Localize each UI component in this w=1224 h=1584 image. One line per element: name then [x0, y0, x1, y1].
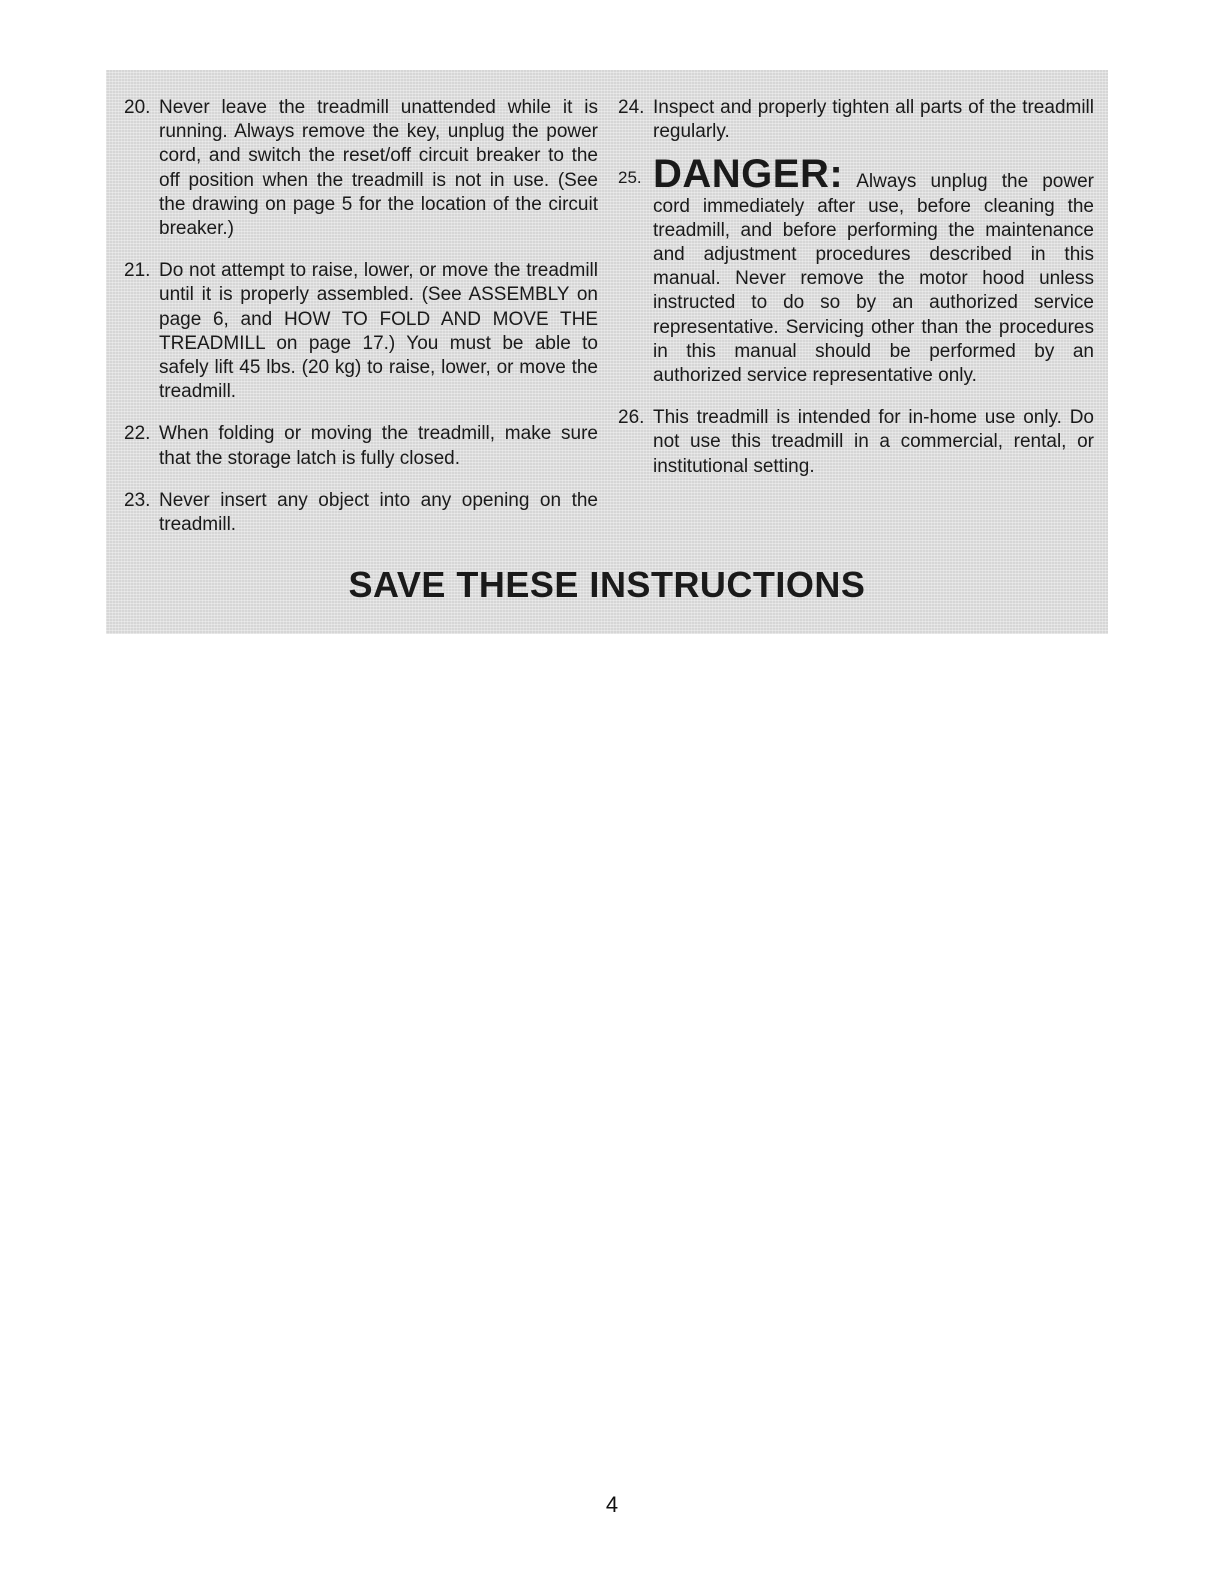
item-number: 22.	[124, 423, 151, 445]
item-text	[653, 152, 1094, 388]
instruction-item-25-danger	[618, 152, 1094, 388]
danger-text: Always unplug the power cord immediately after use, before cleaning the treadmill, and before performing the maintenance and adjustment procedures described in this manual. Never remove the motor hood unless instructed to do so by an authorized service representative. Servicing other than the procedures in this manual should be performed by an authorized service representative only.	[653, 171, 1094, 387]
left-column	[124, 96, 598, 555]
item-text: Inspect and properly tighten all parts of the treadmill regularly.	[653, 97, 1094, 143]
right-column	[618, 96, 1094, 497]
instruction-item-24	[618, 96, 1094, 144]
safety-instructions-panel	[106, 70, 1108, 634]
save-instructions-banner: SAVE THESE INSTRUCTIONS	[348, 564, 866, 605]
page-number: 4	[605, 1492, 619, 1517]
instruction-item-22	[124, 422, 598, 470]
item-text: Never insert any object into any opening on the treadmill.	[159, 489, 598, 536]
instruction-item-20	[124, 96, 598, 241]
item-number: 21.	[124, 260, 151, 282]
instruction-item-26	[618, 406, 1094, 479]
item-text: This treadmill is intended for in-home use only. Do not use this treadmill in a commercial, rental, or institutional setting.	[653, 407, 1094, 477]
item-number: 25.	[618, 168, 642, 188]
item-number: 20.	[124, 97, 151, 118]
danger-heading: DANGER:	[653, 152, 844, 197]
instruction-item-23	[124, 489, 598, 537]
item-number: 24.	[618, 97, 645, 118]
item-text: Never leave the treadmill unattended while it is running. Always remove the key, unplug the power cord, and switch the reset/off circuit breaker to the off position when the treadmill is not in use. (See the drawing on page 5 for the location of the circuit breaker.)	[159, 97, 598, 240]
item-text: When folding or moving the treadmill, make sure that the storage latch is fully closed.	[159, 423, 598, 469]
item-number: 23.	[124, 489, 151, 511]
instruction-item-21	[124, 259, 598, 404]
item-text: Do not attempt to raise, lower, or move the treadmill until it is properly assembled. (See ASSEMBLY on page 6, and HOW TO FOLD AND MOVE THE TREADMILL on page 17.) You must be able to safely lift 45 lbs. (20 kg) to raise, lower, or move the treadmill.	[159, 260, 598, 403]
item-number: 26.	[618, 407, 645, 429]
